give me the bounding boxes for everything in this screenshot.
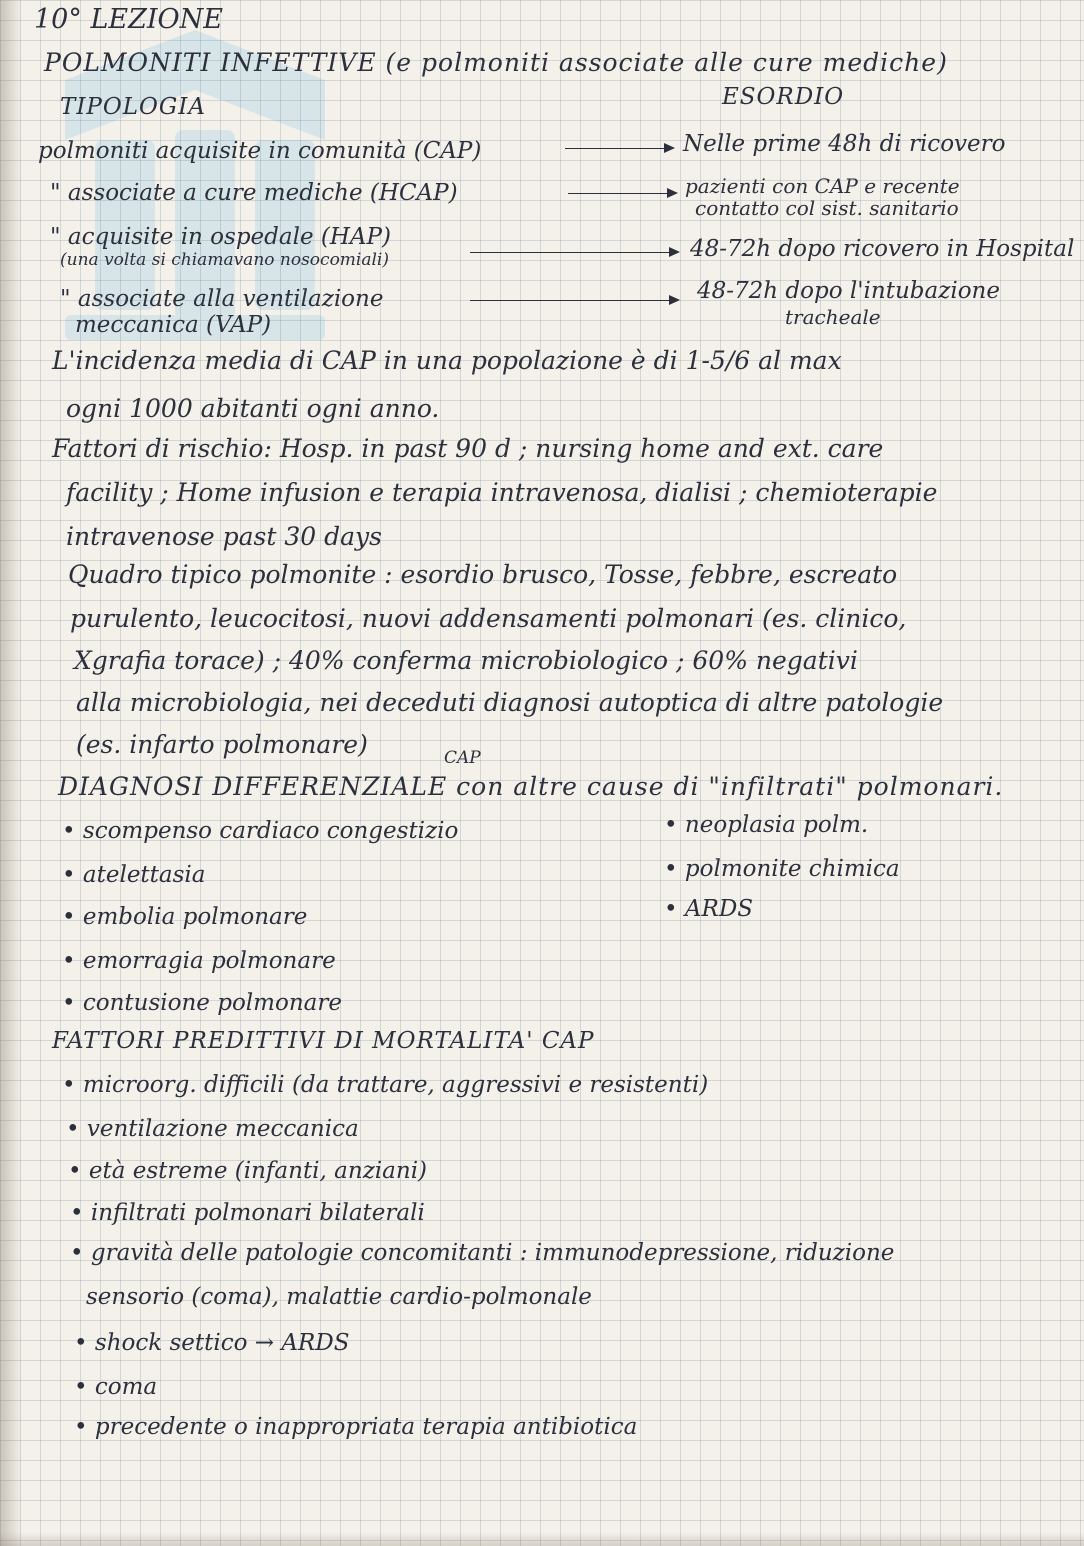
clinical-picture-line-1: Quadro tipico polmonite : esordio brusco, Tosse, febbre, escreato <box>68 560 898 589</box>
mortality-item: • coma <box>74 1374 158 1400</box>
arrow-right-icon <box>568 193 668 194</box>
mortality-item: • shock settico → ARDS <box>74 1330 350 1356</box>
differential-item-right: • neoplasia polm. <box>664 812 869 838</box>
onset-hap-text: 48-72h dopo ricovero in Hospital <box>690 236 1075 262</box>
differential-item-left: • atelettasia <box>62 862 206 888</box>
mortality-item: • infiltrati polmonari bilaterali <box>70 1200 425 1226</box>
clinical-picture-line-2: purulento, leucocitosi, nuovi addensamenti polmonari (es. clinico, <box>70 604 907 633</box>
arrow-right-icon <box>565 148 665 149</box>
mortality-item: • precedente o inappropriata terapia antibiotica <box>74 1414 638 1440</box>
mortality-item-continuation: sensorio (coma), malattie cardio-polmonale <box>86 1284 592 1310</box>
onset-hcap-text-2: contatto col sist. sanitario <box>695 196 959 220</box>
type-vap-label-1: " associate alla ventilazione <box>60 286 384 312</box>
mortality-item: • microorg. difficili (da trattare, aggressivi e resistenti) <box>62 1072 709 1098</box>
incidence-line-1: L'incidenza media di CAP in una popolazione è di 1-5/6 al max <box>52 346 842 375</box>
cap-note: CAP <box>444 748 481 768</box>
risk-factors-line-2: facility ; Home infusion e terapia intravenosa, dialisi ; chemioterapie <box>66 478 938 507</box>
clinical-picture-line-4: alla microbiologia, nei deceduti diagnosi autoptica di altre patologie <box>76 688 944 717</box>
arrow-right-icon <box>470 252 670 253</box>
onset-cap-text: Nelle prime 48h di ricovero <box>683 131 1006 157</box>
risk-factors-line-3: intravenose past 30 days <box>66 522 382 551</box>
incidence-line-2: ogni 1000 abitanti ogni anno. <box>66 394 440 423</box>
differential-heading: DIAGNOSI DIFFERENZIALE con altre cause di "infiltrati" polmonari. <box>58 772 1004 801</box>
type-hap-label: " acquisite in ospedale (HAP) <box>50 224 391 250</box>
differential-item-left: • emorragia polmonare <box>62 948 336 974</box>
onset-vap-text-1: 48-72h dopo l'intubazione <box>697 278 1000 304</box>
page-edge-shadow <box>0 0 22 1546</box>
type-hcap-label: " associate a cure mediche (HCAP) <box>50 180 458 206</box>
page-bottom-shadow <box>0 1532 1084 1546</box>
mortality-item: • gravità delle patologie concomitanti : immunodepressione, riduzione <box>70 1240 895 1266</box>
onset-vap-text-2: tracheale <box>785 305 881 329</box>
differential-item-left: • embolia polmonare <box>62 904 308 930</box>
differential-item-right: • polmonite chimica <box>664 856 900 882</box>
arrow-right-icon <box>470 300 670 301</box>
mortality-item: • ventilazione meccanica <box>66 1116 359 1142</box>
differential-item-right: • ARDS <box>664 896 754 922</box>
column-heading-type: TIPOLOGIA <box>60 94 206 120</box>
onset-hcap-text-1: pazienti con CAP e recente <box>685 174 960 198</box>
clinical-picture-line-3: Xgrafia torace) ; 40% conferma microbiologico ; 60% negativi <box>74 646 858 675</box>
type-hap-note: (una volta si chiamavano nosocomiali) <box>60 250 390 270</box>
mortality-item: • età estreme (infanti, anziani) <box>68 1158 428 1184</box>
differential-item-left: • contusione polmonare <box>62 990 342 1016</box>
type-vap-label-2: meccanica (VAP) <box>75 312 272 338</box>
differential-item-left: • scompenso cardiaco congestizio <box>62 818 459 844</box>
clinical-picture-line-5: (es. infarto polmonare) <box>76 730 368 759</box>
page-title: POLMONITI INFETTIVE (e polmoniti associate alle cure mediche) <box>44 48 948 77</box>
mortality-heading: FATTORI PREDITTIVI DI MORTALITA' CAP <box>52 1028 595 1054</box>
type-cap-label: polmoniti acquisite in comunità (CAP) <box>38 138 482 164</box>
column-heading-onset: ESORDIO <box>722 84 845 110</box>
risk-factors-line-1: Fattori di rischio: Hosp. in past 90 d ; nursing home and ext. care <box>52 434 884 463</box>
lesson-number: 10° LEZIONE <box>34 4 223 35</box>
